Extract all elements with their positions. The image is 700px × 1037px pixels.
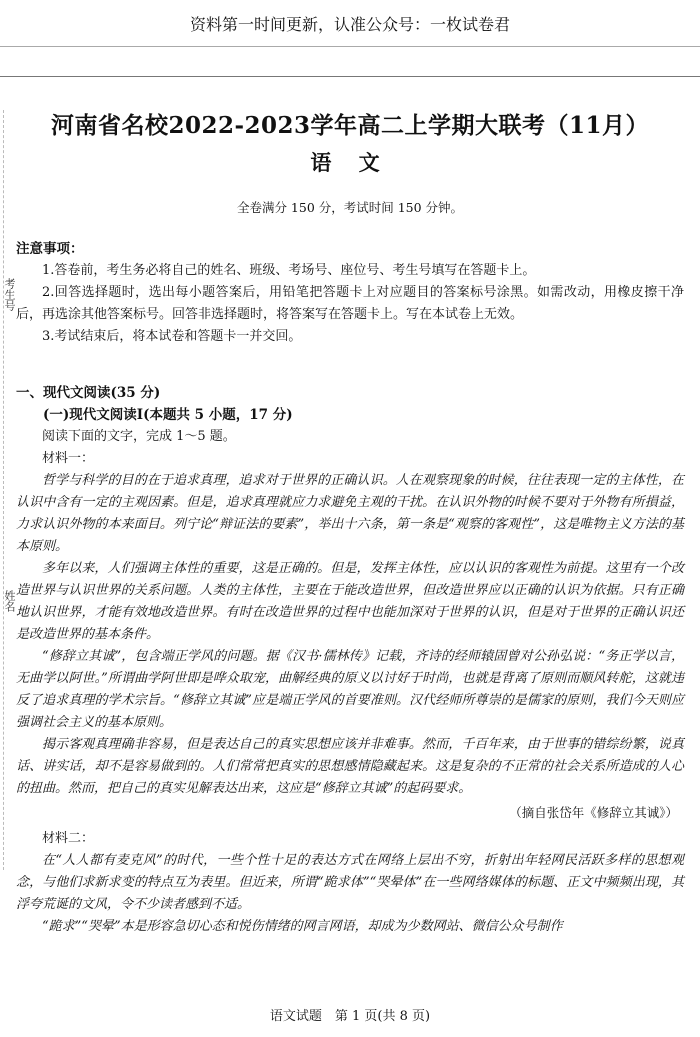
notice-heading: 注意事项：	[16, 241, 84, 257]
exam-note: 全卷满分 150 分，考试时间 150 分钟。	[236, 200, 464, 215]
document-body	[16, 238, 684, 938]
notice-item: 2.回答选择题时，选出每小题答案后，用铅笔把答题卡上对应题目的答案标号涂黑。如需改动，用橡皮擦干净后，再选涂其他答案标号。回答非选择题时，将答案写在答题卡上。写在本试卷上无效。	[16, 285, 684, 322]
margin-label-exam-number: 考生号	[3, 278, 16, 311]
binding-line	[3, 110, 4, 870]
material1-label: 材料一：	[42, 451, 95, 466]
material1-paragraph: “修辞立其诚”，包含端正学风的问题。据《汉书·儒林传》记载，齐诗的经师辕固曾对公孙弘说：“务正学以言，无曲学以阿世。”所谓曲学阿世即是哗众取宠，曲解经典的原义以讨好于时尚，也就是背离了原则而顺风转舵，这就违反了追求真理的学术宗旨。“修辞立其诚”应是端正学风的首要准则。汉代经师所尊崇的是儒家的原则，我们今天则应强调社会主义的基本原则。	[16, 649, 684, 730]
material1-paragraph: 多年以来，人们强调主体性的重要，这是正确的。但是，发挥主体性，应以认识的客观性为前提。这里有一个改造世界与认识世界的关系问题。人类的主体性，主要在于能改造世界，但改造世界应以正确的认识为依据。只有正确地认识世界，才能有效地改造世界。有时在改造世界的过程中也能加深对于世界的认识，但是对于世界的正确认识还是改造世界的基本条件。	[16, 561, 684, 642]
notice-item: 3.考试结束后，将本试卷和答题卡一并交回。	[42, 329, 302, 344]
top-divider	[0, 46, 700, 47]
top-banner: 资料第一时间更新，认准公众号：一枚试卷君	[189, 15, 510, 34]
margin-label-name: 姓名	[3, 590, 16, 612]
section-heading: 一、现代文阅读(35 分)	[16, 385, 161, 401]
notice-item: 1.答卷前，考生务必将自己的姓名、班级、考场号、座位号、考生号填写在答题卡上。	[42, 263, 536, 278]
sub-heading: (一)现代文阅读Ⅰ(本题共 5 小题，17 分)	[43, 407, 293, 423]
instruction: 阅读下面的文字，完成 1～5 题。	[42, 429, 236, 444]
material1-source: （摘自张岱年《修辞立其诚》）	[509, 805, 678, 820]
material2-paragraph: 在“人人都有麦克风”的时代，一些个性十足的表达方式在网络上层出不穷，折射出年轻网民活跃多样的思想观念，与他们求新求变的特点互为表里。但近来，所谓“跪求体”“哭晕体”在一些网络媒体的标题、正文中频频出现，其浮夸荒诞的文风，令不少读者感到不适。	[16, 853, 684, 912]
subject-title: 语 文	[310, 150, 390, 175]
page-title: 河南省名校2022-2023学年高二上学期大联考（11月）	[50, 112, 650, 139]
material1-paragraph: 揭示客观真理确非容易，但是表达自己的真实思想应该并非难事。然而，千百年来，由于世事的错综纷繁，说真话、讲实话，却不是容易做到的。人们常常把真实的思想感情隐藏起来。这是复杂的不正常的社会关系所造成的人心的扭曲。然而，把自己的真实见解表达出来，这应是“修辞立其诚”的起码要求。	[16, 737, 684, 796]
material2-paragraph: “跪求”“哭晕”本是形容急切心态和悦伤情绪的网言网语，却成为少数网站、微信公众号制作	[42, 919, 563, 934]
page-footer: 语文试题 第 1 页(共 8 页)	[269, 1009, 431, 1024]
material2-label: 材料二：	[42, 831, 95, 846]
material1-paragraph: 哲学与科学的目的在于追求真理，追求对于世界的正确认识。人在观察现象的时候，往往表现一定的主体性，在认识中含有一定的主观因素。但是，追求真理就应力求避免主观的干扰。在认识外物的时候不要对于外物有所損益，力求认识外物的本来面目。列宁论“辩证法的要素”，举出十六条，第一条是“观察的客观性”，这是唯物主义方法的基本原则。	[16, 473, 684, 554]
header-line	[0, 76, 700, 77]
